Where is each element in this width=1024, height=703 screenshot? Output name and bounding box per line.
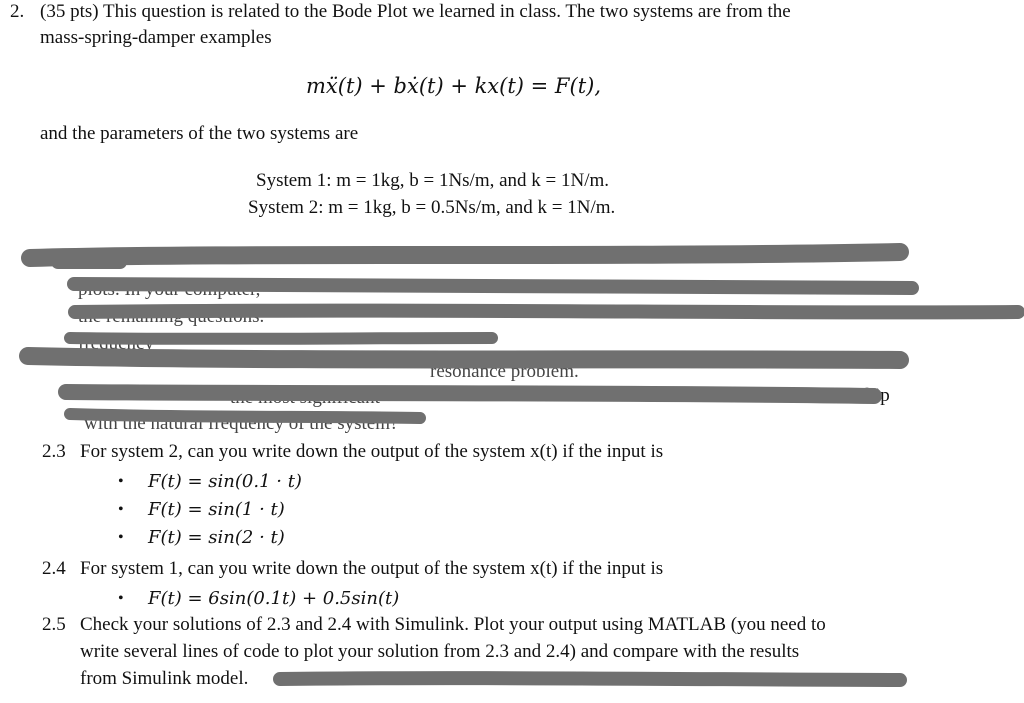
bullet-icon: •	[118, 501, 124, 518]
q2-3-input-2: F(t) = sin(1 · t)	[148, 499, 285, 520]
redaction-stroke	[70, 414, 420, 418]
redacted-fragment-b: the remaining questions.	[78, 306, 265, 327]
redacted-fragment-c: frequency	[78, 333, 154, 354]
redaction-stroke	[75, 311, 1018, 313]
q2-3-input-1: F(t) = sin(0.1 · t)	[148, 471, 302, 492]
q2-5-number: 2.5	[42, 614, 66, 635]
redaction-stroke	[74, 284, 912, 288]
q2-4-number: 2.4	[42, 558, 66, 579]
q2-5-line3: from Simulink model.	[80, 668, 249, 689]
redaction-stroke	[28, 356, 900, 360]
bullet-icon: •	[118, 590, 124, 607]
redacted-fragment-e: the most significant	[230, 387, 380, 408]
params-intro: and the parameters of the two systems are	[40, 123, 359, 144]
redaction-stroke	[30, 252, 900, 258]
q2-5-line2: write several lines of code to plot your solution from 2.3 and 2.4) and compare with the results	[80, 641, 800, 662]
q2-3-number: 2.3	[42, 441, 66, 462]
redacted-fragment-a: plots. In your computer,	[78, 279, 261, 300]
redacted-fragment-f: relationship	[800, 385, 890, 406]
bullet-icon: •	[118, 529, 124, 546]
q2-3-input-3: F(t) = sin(2 · t)	[148, 527, 285, 548]
q2-4-text: For system 1, can you write down the output of the system x(t) if the input is	[80, 558, 664, 579]
redaction-stroke	[280, 678, 900, 680]
question-header-line1: (35 pts) This question is related to the Bode Plot we learned in class. The two systems are from the	[40, 1, 791, 22]
q2-5-line1: Check your solutions of 2.3 and 2.4 with Simulink. Plot your output using MATLAB (you need to	[80, 614, 826, 635]
redacted-fragment-d: resonance problem.	[430, 361, 579, 382]
system1-params: System 1: m = 1kg, b = 1Ns/m, and k = 1N/m.	[256, 170, 610, 191]
redaction-stroke	[70, 338, 492, 339]
main-equation: mẍ(t) + bẋ(t) + kx(t) = F(t),	[306, 74, 601, 98]
q2-3-text: For system 2, can you write down the output of the system x(t) if the input is	[80, 441, 664, 462]
redacted-fragment-g: with the natural frequency of the system?	[84, 413, 399, 434]
redaction-stroke	[66, 392, 874, 396]
q2-4-input-1: F(t) = 6sin(0.1t) + 0.5sin(t)	[148, 588, 400, 609]
bullet-icon: •	[118, 473, 124, 490]
question-header-line2: mass-spring-damper examples	[40, 27, 272, 48]
question-number: 2.	[10, 1, 25, 22]
system2-params: System 2: m = 1kg, b = 0.5Ns/m, and k = 1N/m.	[248, 197, 616, 218]
